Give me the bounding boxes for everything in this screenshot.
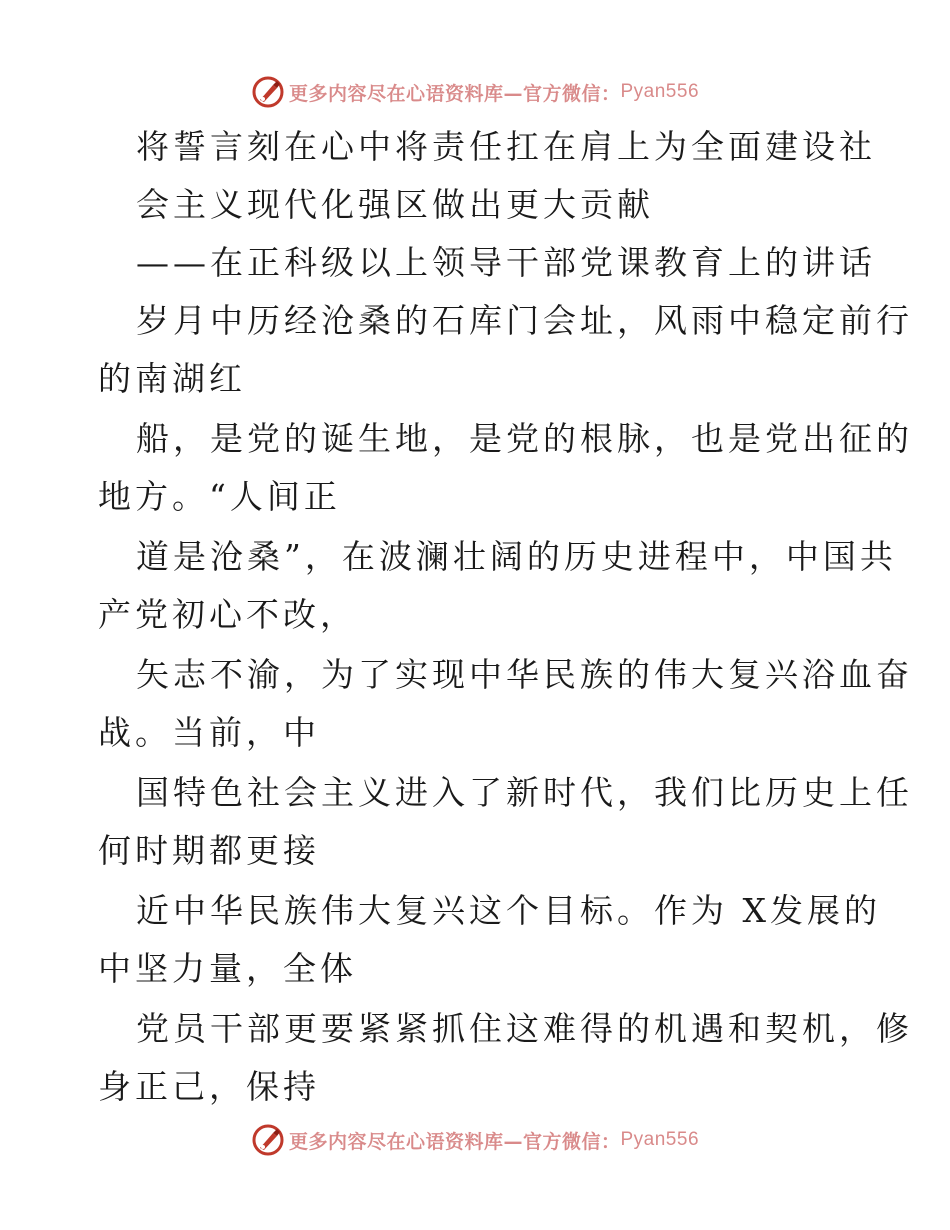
paragraph-line: 道是沧桑”，在波澜壮阔的历史进程中，中国共 (136, 537, 897, 576)
paragraph-line: 的南湖红 (98, 359, 246, 398)
title-line: 将誓言刻在心中将责任扛在肩上为全面建设社 (136, 127, 876, 166)
paragraph-line: 岁月中历经沧桑的石库门会址，风雨中稳定前行 (136, 301, 913, 340)
paragraph-line: 矢志不渝，为了实现中华民族的伟大复兴浴血奋 (136, 655, 913, 694)
paragraph-line: 产党初心不改， (98, 595, 357, 634)
watermark-text: 更多内容尽在心语资料库—官方微信： (288, 1130, 621, 1153)
paragraph-line: 党员干部更要紧紧抓住这难得的机遇和契机，修 (136, 1009, 913, 1048)
paragraph-line: 国特色社会主义进入了新时代，我们比历史上任 (136, 773, 913, 812)
watermark-text: 更多内容尽在心语资料库—官方微信： (288, 82, 621, 105)
paragraph-line: 中坚力量，全体 (98, 949, 357, 988)
subtitle: ——在正科级以上领导干部党课教育上的讲话 (136, 243, 876, 282)
paragraph-line: 近中华民族伟大复兴这个目标。作为 X发展的 (136, 891, 881, 930)
watermark-wechat-id: Pyan556 (620, 1129, 700, 1150)
paragraph-line: 地方。“人间正 (98, 477, 341, 516)
title-line: 会主义现代化强区做出更大贡献 (136, 185, 654, 224)
paragraph-line: 战。当前，中 (98, 713, 320, 752)
pen-logo-icon (251, 1123, 285, 1157)
watermark-wechat-id: Pyan556 (620, 81, 700, 102)
watermark-footer (0, 1120, 950, 1160)
paragraph-line: 船，是党的诞生地，是党的根脉，也是党出征的 (136, 419, 913, 458)
paragraph-line: 何时期都更接 (98, 831, 320, 870)
paragraph-line: 身正己，保持 (98, 1067, 320, 1106)
